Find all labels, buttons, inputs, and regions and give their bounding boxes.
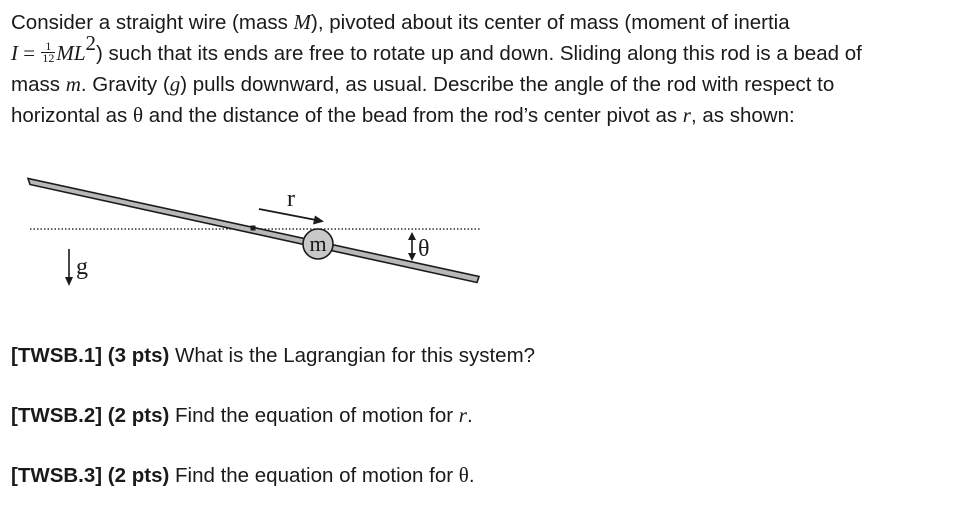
- question-symbol: r: [458, 403, 467, 427]
- question-3: [11, 461, 475, 490]
- intro-text: ), pivoted about its center of mass (moment of inertia: [311, 11, 790, 34]
- fraction-numerator: 1: [41, 41, 55, 53]
- question-symbol: θ: [458, 463, 469, 487]
- question-tail: .: [466, 404, 473, 427]
- question-id: [TWSB.1] (3 pts): [11, 344, 170, 367]
- intro-text: horizontal as: [11, 104, 133, 127]
- bead-label: m: [309, 231, 327, 256]
- intro-text: ) such that its ends are free to rotate up and down. Sliding along this rod is a bead of: [96, 42, 862, 65]
- intro-text: Consider a straight wire (mass: [11, 11, 294, 34]
- ml-symbol: ML: [56, 41, 86, 65]
- gravity-symbol: g: [169, 72, 181, 96]
- exponent: 2: [85, 31, 97, 56]
- pivot-point: [251, 226, 256, 231]
- theta-label: θ: [418, 236, 430, 262]
- problem-statement: [11, 7, 961, 131]
- bead-mass-symbol: m: [65, 72, 81, 96]
- intro-text: ) pulls downward, as usual. Describe the angle of the rod with respect to: [180, 73, 835, 96]
- gravity-label: g: [76, 254, 88, 280]
- question-tail: .: [468, 464, 475, 487]
- fraction: [41, 41, 55, 64]
- mass-symbol: M: [293, 10, 312, 34]
- question-text: Find the equation of motion for: [169, 464, 459, 487]
- question-text: What is the Lagrangian for this system?: [169, 344, 536, 367]
- intro-text: . Gravity (: [80, 73, 170, 96]
- question-1: [11, 341, 535, 370]
- question-id: [TWSB.3] (2 pts): [11, 464, 170, 487]
- intro-text: and the distance of the bead from the rod’s center pivot as: [143, 104, 683, 127]
- rod-bead-diagram: [0, 160, 500, 300]
- intro-text: , as shown:: [690, 104, 795, 127]
- theta-arrowhead-up: [408, 232, 416, 240]
- inertia-symbol: I: [11, 41, 18, 65]
- r-label: r: [287, 186, 295, 212]
- question-id: [TWSB.2] (2 pts): [11, 404, 170, 427]
- question-text: Find the equation of motion for: [169, 404, 459, 427]
- fraction-denominator: 12: [42, 51, 55, 66]
- equals-sign: =: [18, 41, 41, 65]
- distance-symbol: r: [682, 103, 691, 127]
- gravity-arrowhead: [65, 277, 73, 286]
- theta-symbol: θ: [132, 103, 143, 127]
- intro-text: mass: [11, 73, 66, 96]
- question-2: [11, 401, 473, 430]
- theta-arrowhead-down: [408, 253, 416, 261]
- r-arrowhead: [313, 216, 324, 225]
